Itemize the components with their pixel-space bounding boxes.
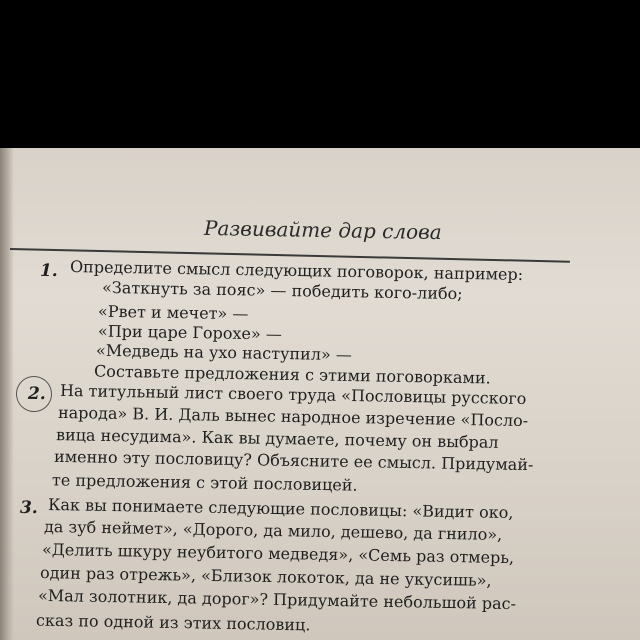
task-line: народа» В. И. Даль вынес народное изречение «Посло-	[57, 402, 529, 431]
task-line: На титульный лист своего труда «Пословицы русского	[59, 380, 527, 409]
task-line: «Заткнуть за пояс» — победить кого-либо;	[101, 277, 463, 304]
task-line: да зуб неймет», «Дорого, да мило, дешево, да гнило»,	[43, 517, 503, 544]
task-line: Как вы понимаете следующие пословицы: «Видит око,	[47, 494, 514, 523]
task-line: «Медведь на ухо наступил» —	[95, 340, 353, 365]
task-line: сказ по одной из этих пословиц.	[35, 610, 311, 635]
task-number: 1.	[39, 260, 58, 282]
book-page	[0, 148, 640, 640]
task-line: «Делить шкуру неубитого медведя», «Семь раз отмерь,	[41, 539, 515, 568]
task-line: вица несудима». Как вы думаете, почему он выбрал	[55, 425, 499, 452]
task-number: 3.	[19, 497, 38, 519]
task-number: 2.	[27, 383, 46, 405]
page-edge	[0, 148, 14, 640]
task-line: именно эту пословицу? Объясните ее смысл. Придумай-	[53, 446, 534, 475]
task-line: «Рвет и мечет» —	[97, 301, 249, 324]
task-line: те предложения с этой пословицей.	[51, 470, 358, 495]
task-line: «Мал золотник, да дорог»? Придумайте небольшой рас-	[37, 585, 517, 614]
task-line: «При царе Горохе» —	[97, 321, 282, 344]
task-line: Составьте предложения с этими поговорками.	[93, 361, 491, 388]
task-line: Определите смысл следующих поговорок, например:	[69, 257, 524, 284]
task-line: один раз отрежь», «Близок локоток, да не укусишь»,	[39, 563, 492, 590]
section-title: Развивайте дар слова	[203, 215, 442, 245]
